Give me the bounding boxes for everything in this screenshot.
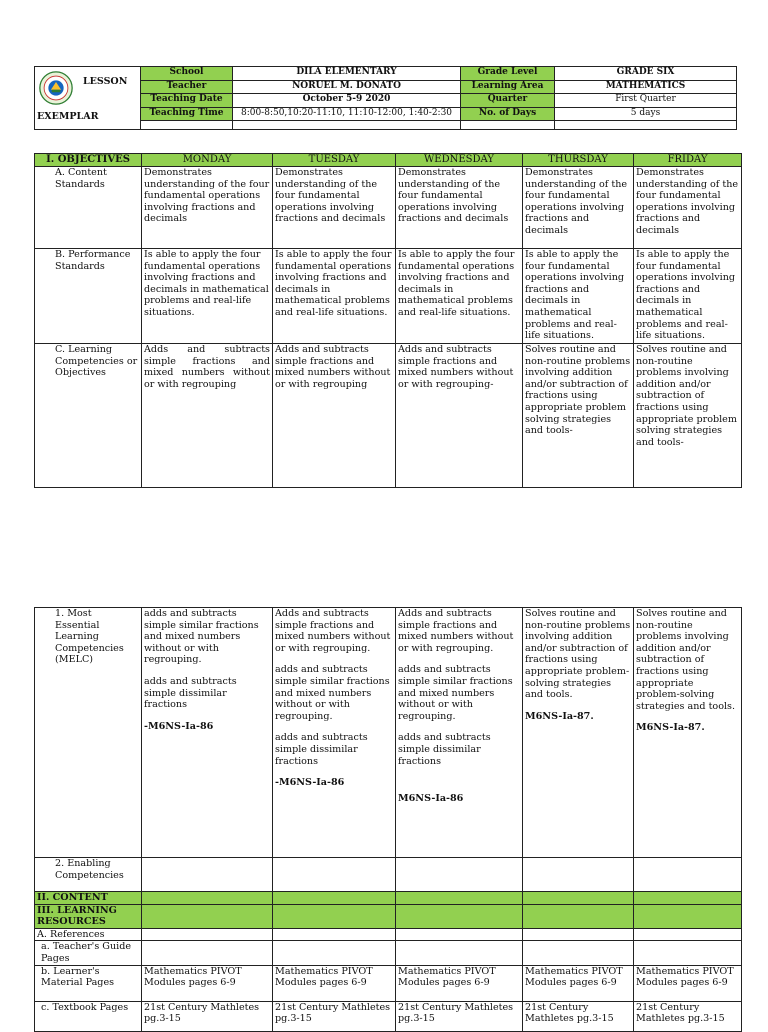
melc-monday-text-b: adds and subtracts simple dissimilar fractions [144,675,237,711]
melc-monday-code: -M6NS-Ia-86 [144,720,214,732]
competency-friday: Solves routine and non-routine problems involving addition and/or subtraction of fractions using appropriate problem solving strategies and tools- [634,344,742,488]
grade-value: GRADE SIX [555,67,737,81]
competency-thursday: Solves routine and non-routine problems involving addition and/or subtraction of fractions using appropriate problem solving strategies and tools- [523,344,634,488]
lm-friday: Mathematics PIVOT Modules pages 6-9 [634,965,742,1001]
melc-thursday-text-a: Solves routine and non-routine problems involving addition and/or subtraction of fractions using appropriate problem-solving strategies and tools. [525,608,631,701]
melc-wednesday [396,608,523,858]
resources-title: III. LEARNING RESOURCES [35,904,142,928]
melc-wednesday-text-b: adds and subtracts simple similar fractions and mixed numbers without or with regrouping. [398,664,513,722]
header-table [34,66,737,130]
lm-tuesday: Mathematics PIVOT Modules pages 6-9 [273,965,396,1001]
tb-monday: 21st Century Mathletes pg.3-15 [142,1001,273,1031]
content-standard-thursday: Demonstrates understanding of the four fundamental operations involving fractions and decimals [523,167,634,249]
melc-tuesday-text-c: adds and subtracts simple dissimilar fractions [275,732,368,767]
melc-thursday-code: M6NS-Ia-87. [525,710,594,722]
learning-competencies-row [35,344,742,488]
objectives-table [34,153,742,488]
quarter-label: Quarter [461,94,555,108]
lesson-label: LESSON [83,76,128,87]
competency-tuesday: Adds and subtracts simple fractions and mixed numbers without or with regrouping [273,344,396,488]
melc-tuesday-code: -M6NS-Ia-86 [275,777,345,789]
day-header-monday: MONDAY [142,154,273,167]
exemplar-label: EXEMPLAR [37,111,99,122]
performance-standards-row [35,249,742,344]
lm-wednesday: Mathematics PIVOT Modules pages 6-9 [396,965,523,1001]
time-value: 8:00-8:50,10:20-11:10, 11:10-12:00, 1:40-2:30 [233,107,461,121]
melc-wednesday-code: M6NS-Ia-86 [398,793,464,805]
melc-thursday [523,608,634,858]
area-label: Learning Area [461,80,555,94]
performance-standard-monday: Is able to apply the four fundamental operations involving fractions and decimals in mathematical problems and real-life situations. [142,249,273,344]
melc-table [34,607,742,1032]
learning-competencies-label: C. Learning Competencies or Objectives [35,344,142,488]
enabling-label: 2. Enabling Competencies [35,858,142,892]
melc-monday [142,608,273,858]
area-value: MATHEMATICS [555,80,737,94]
melc-row [35,608,742,858]
objectives-title: I. OBJECTIVES [35,154,142,167]
content-standard-friday: Demonstrates understanding of the four fundamental operations involving fractions and decimals [634,167,742,249]
content-standard-tuesday: Demonstrates understanding of the four fundamental operations involving fractions and decimals [273,167,396,249]
content-row [35,892,742,905]
tb-friday: 21st Century Mathletes pg.3-15 [634,1001,742,1031]
melc-tuesday-text-b: adds and subtracts simple similar fractions and mixed numbers without or with regrouping. [275,664,390,722]
grade-label: Grade Level [461,67,555,81]
school-label: School [141,67,233,81]
lesson-exemplar-cell [35,67,141,130]
performance-standard-wednesday: Is able to apply the four fundamental operations involving fractions and decimals in mathematical problems and real-life situations. [396,249,523,344]
melc-tuesday-text-a: Adds and subtracts simple fractions and mixed numbers without or with regrouping. [275,608,391,654]
melc-tuesday [273,608,396,858]
melc-monday-text-a: adds and subtracts simple similar fractions and mixed numbers without or with regrouping. [144,608,259,666]
melc-wednesday-text-a: Adds and subtracts simple fractions and mixed numbers without or with regrouping. [398,608,514,654]
performance-standard-thursday: Is able to apply the four fundamental operations involving fractions and decimals in mathematical problems and real-life situations. [523,249,634,344]
content-standard-monday: Demonstrates understanding of the four fundamental operations involving fractions and decimals [142,167,273,249]
enabling-row [35,858,742,892]
lm-thursday: Mathematics PIVOT Modules pages 6-9 [523,965,634,1001]
performance-standard-friday: Is able to apply the four fundamental operations involving fractions and decimals in mathematical problems and real-life situations. [634,249,742,344]
content-standards-label: A. Content Standards [35,167,142,249]
competency-wednesday: Adds and subtracts simple fractions and mixed numbers without or with regrouping- [396,344,523,488]
textbook-row [35,1001,742,1031]
melc-friday-code: M6NS-Ia-87. [636,722,705,734]
melc-wednesday-text-c: adds and subtracts simple dissimilar fractions [398,732,491,767]
lm-monday: Mathematics PIVOT Modules pages 6-9 [142,965,273,1001]
references-row [35,928,742,941]
references-label: A. References [35,928,142,941]
day-header-friday: FRIDAY [634,154,742,167]
date-value: October 5-9 2020 [233,94,461,108]
content-standards-row [35,167,742,249]
textbook-label: c. Textbook Pages [35,1001,142,1031]
day-header-thursday: THURSDAY [523,154,634,167]
teacher-label: Teacher [141,80,233,94]
teacher-value: NORUEL M. DONATO [233,80,461,94]
performance-standards-label: B. Performance Standards [35,249,142,344]
melc-friday-text-a: Solves routine and non-routine problems involving addition and/or subtraction of fractions using appropriate problem-solving strategies and tools. [636,608,736,712]
performance-standard-tuesday: Is able to apply the four fundamental operations involving fractions and decimals in mathematical problems and real-life situations. [273,249,396,344]
content-title: II. CONTENT [35,892,142,905]
quarter-value: First Quarter [555,94,737,108]
days-value: 5 days [555,107,737,121]
content-standard-wednesday: Demonstrates understanding of the four fundamental operations involving fractions and decimals [396,167,523,249]
school-seal-icon [39,71,73,105]
day-header-wednesday: WEDNESDAY [396,154,523,167]
teachers-guide-label: a. Teacher's Guide Pages [35,941,142,965]
melc-label: 1. Most Essential Learning Competencies (MELC) [35,608,142,858]
day-header-tuesday: TUESDAY [273,154,396,167]
melc-friday [634,608,742,858]
tb-wednesday: 21st Century Mathletes pg.3-15 [396,1001,523,1031]
tb-tuesday: 21st Century Mathletes pg.3-15 [273,1001,396,1031]
school-value: DILA ELEMENTARY [233,67,461,81]
learners-material-label: b. Learner's Material Pages [35,965,142,1001]
tb-thursday: 21st Century Mathletes pg.3-15 [523,1001,634,1031]
time-label: Teaching Time [141,107,233,121]
competency-monday: Adds and subtracts simple fractions and mixed numbers without or with regrouping [142,344,273,488]
learners-material-row [35,965,742,1001]
teachers-guide-row [35,941,742,965]
resources-row [35,904,742,928]
date-label: Teaching Date [141,94,233,108]
days-label: No. of Days [461,107,555,121]
